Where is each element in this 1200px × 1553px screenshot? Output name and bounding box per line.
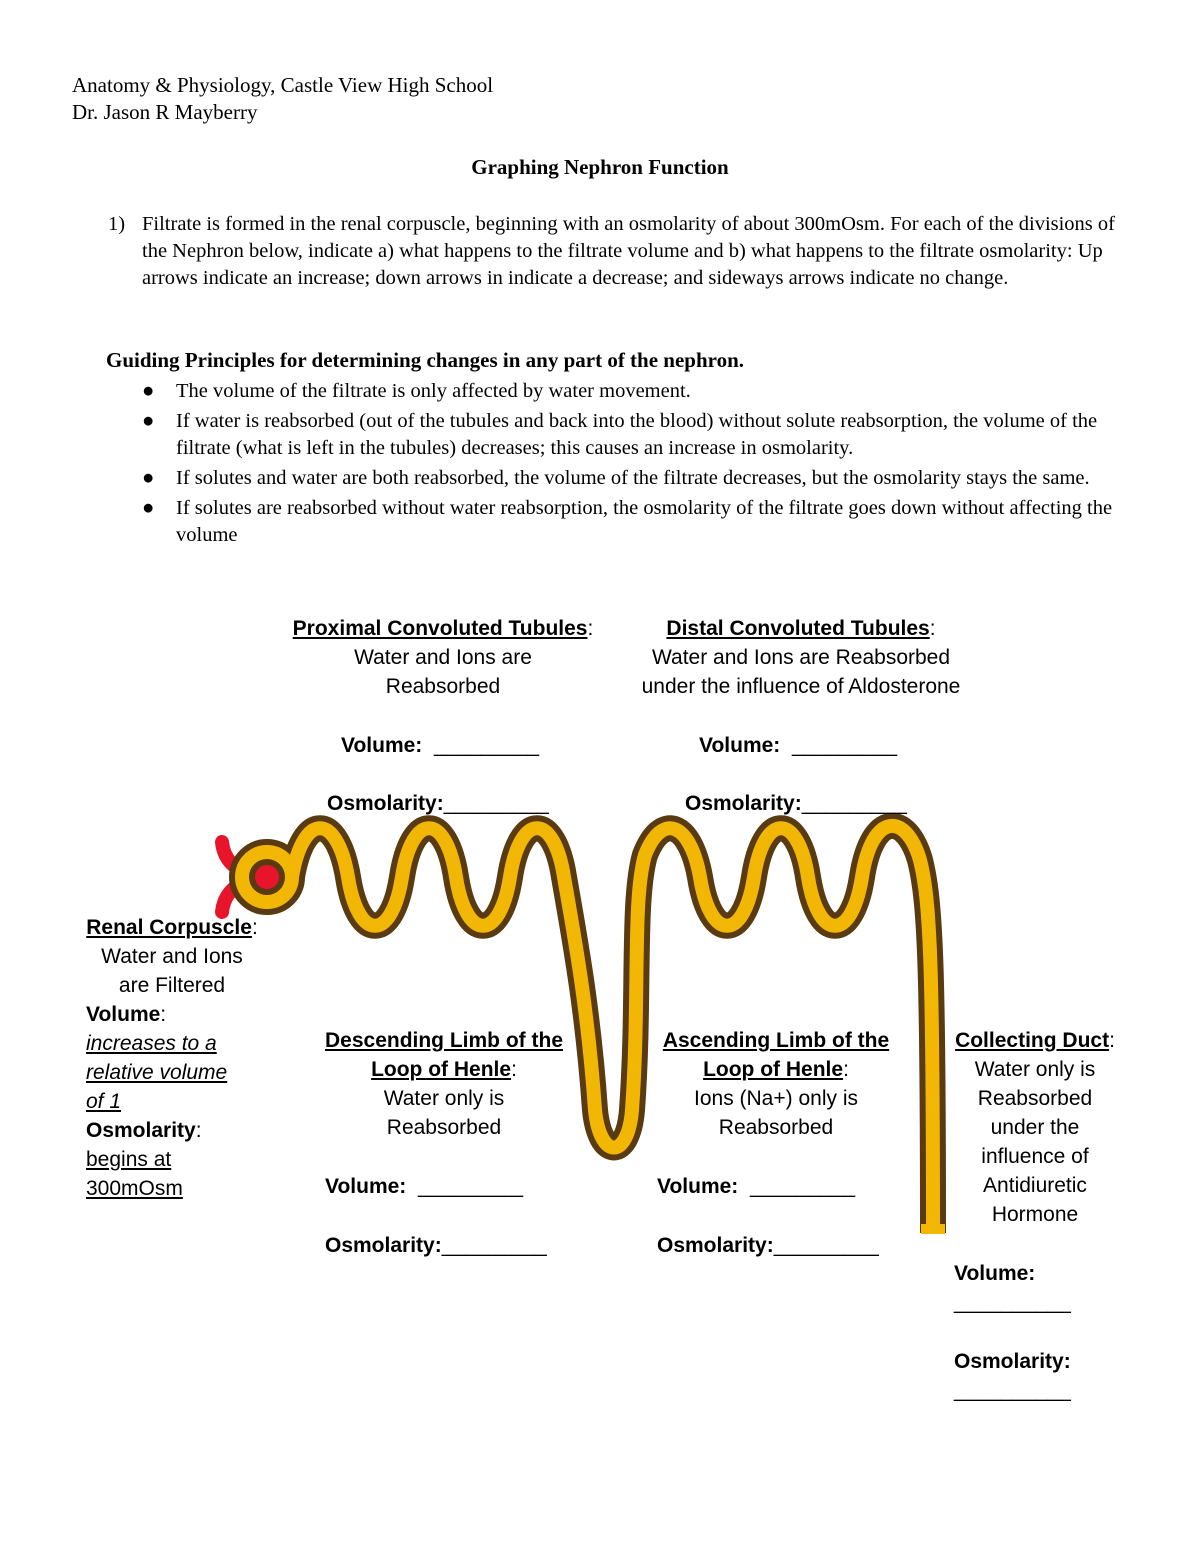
pct-box: Proximal Convoluted Tubules: Water and Ions are Reabsorbed [268, 614, 618, 701]
page-title: Graphing Nephron Function [471, 155, 729, 179]
dct-title: Distal Convoluted Tubules [666, 617, 930, 640]
volume-label: Volume [86, 1003, 161, 1026]
bullet-icon: ● [142, 410, 155, 432]
osmolarity-label: Osmolarity: [327, 792, 444, 815]
dct-osmolarity [685, 789, 907, 818]
osmolarity-label: Osmolarity [86, 1119, 196, 1142]
collecting-line-6: Hormone [991, 1203, 1079, 1226]
renal-volume-answer-2: relative volume [86, 1061, 228, 1084]
osmolarity-label: Osmolarity: [657, 1234, 774, 1257]
answer-blank[interactable]: _________ [441, 1234, 547, 1257]
answer-blank[interactable]: __________ [954, 1379, 1071, 1402]
question-text: Filtrate is formed in the renal corpuscle, beginning with an osmolarity of about 300mOsm. For each of the divisions of the Nephron below, indicate a) what happens to the filtrate volume and b) what happens to the filtrate osmolarity: Up arrows indicate an increase; down arrows in indicate a decrease; and sideways arrows indicate no change. [142, 213, 1115, 289]
descending-limb-box: Descending Limb of the Loop of Henle: Water only is Reabsorbed [320, 1026, 568, 1142]
collecting-line-3: under the [990, 1116, 1080, 1139]
osmolarity-label: Osmolarity: [325, 1234, 442, 1257]
ascending-title-2: Loop of Henle [703, 1058, 844, 1081]
descending-title-1: Descending Limb of the [324, 1029, 563, 1052]
volume-label: Volume: [325, 1175, 407, 1198]
bullet-icon: ● [142, 467, 155, 489]
answer-blank[interactable]: _________ [433, 734, 540, 757]
pct-line-2: Reabsorbed [385, 675, 501, 698]
pct-osmolarity [327, 789, 549, 818]
descending-line-1: Water only is [383, 1087, 505, 1110]
collecting-line-2: Reabsorbed [977, 1087, 1093, 1110]
answer-blank[interactable]: _________ [791, 734, 898, 757]
collecting-duct-box: Collecting Duct: Water only is Reabsorbed under the influence of Antidiuretic Hormone [950, 1026, 1120, 1229]
dct-volume [699, 731, 897, 760]
pct-line-1: Water and Ions are [354, 646, 532, 669]
ascending-osmolarity [657, 1231, 879, 1260]
collecting-line-4: influence of [981, 1145, 1089, 1168]
answer-blank[interactable]: _________ [801, 792, 907, 815]
bullet-icon: ● [142, 380, 155, 402]
volume-label: Volume: [699, 734, 781, 757]
pct-volume [341, 731, 539, 760]
renal-volume-answer-3: of 1 [86, 1090, 122, 1113]
renal-title: Renal Corpuscle [86, 916, 252, 939]
renal-line-1: Water and Ions [101, 945, 243, 968]
dct-line-1: Water and Ions are Reabsorbed [651, 646, 951, 669]
bullet-icon: ● [142, 497, 155, 519]
collecting-line-1: Water only is [974, 1058, 1096, 1081]
answer-blank[interactable]: __________ [954, 1291, 1071, 1314]
collecting-line-5: Antidiuretic [983, 1174, 1087, 1197]
descending-volume [325, 1172, 523, 1201]
principle-text: The volume of the filtrate is only affected by water movement. [176, 380, 691, 402]
renal-osm-answer-1: begins at [86, 1148, 172, 1171]
answer-blank[interactable]: _________ [417, 1175, 524, 1198]
descending-title-2: Loop of Henle [371, 1058, 512, 1081]
pct-title: Proximal Convoluted Tubules [292, 617, 588, 640]
teacher-line: Dr. Jason R Mayberry [72, 100, 258, 124]
volume-label: Volume: [954, 1262, 1036, 1285]
guiding-principles-heading: Guiding Principles for determining changes in any part of the nephron. [106, 348, 745, 372]
renal-corpuscle-box: Renal Corpuscle: Water and Ions are Filtered Volume: increases to a relative volume of 1 Osmolarity: begins at 300mOsm [86, 913, 258, 1203]
collecting-duct-end [921, 1224, 945, 1234]
collecting-osmolarity [954, 1347, 1071, 1405]
principle-text: If solutes are reabsorbed without water reabsorption, the osmolarity of the filtrate goes down without affecting the volume [176, 497, 1113, 546]
dct-line-2: under the influence of Aldosterone [641, 675, 961, 698]
volume-label: Volume: [657, 1175, 739, 1198]
volume-label: Volume: [341, 734, 423, 757]
renal-osm-answer-2: 300mOsm [86, 1177, 183, 1200]
collecting-volume [954, 1259, 1071, 1317]
answer-blank[interactable]: _________ [443, 792, 549, 815]
principle-text: If solutes and water are both reabsorbed, the volume of the filtrate decreases, but the osmolarity stays the same. [176, 467, 1090, 489]
question-number: 1) [108, 213, 126, 235]
osmolarity-label: Osmolarity: [954, 1350, 1071, 1373]
renal-line-2: are Filtered [118, 974, 226, 997]
descending-line-2: Reabsorbed [386, 1116, 502, 1139]
collecting-title: Collecting Duct [955, 1029, 1110, 1052]
descending-osmolarity [325, 1231, 547, 1260]
ascending-title-1: Ascending Limb of the [662, 1029, 890, 1052]
ascending-volume [657, 1172, 855, 1201]
answer-blank[interactable]: _________ [773, 1234, 879, 1257]
ascending-line-2: Reabsorbed [718, 1116, 834, 1139]
dct-box: Distal Convoluted Tubules: Water and Ions are Reabsorbed under the influence of Aldosterone [601, 614, 1001, 701]
ascending-limb-box: Ascending Limb of the Loop of Henle: Ions (Na+) only is Reabsorbed [655, 1026, 897, 1142]
ascending-line-1: Ions (Na+) only is [694, 1087, 858, 1110]
principle-text: If water is reabsorbed (out of the tubules and back into the blood) without solute reabsorption, the volume of the filtrate (what is left in the tubules) decreases; this causes an increase in osmolarity. [176, 410, 1098, 459]
answer-blank[interactable]: _________ [749, 1175, 856, 1198]
osmolarity-label: Osmolarity: [685, 792, 802, 815]
renal-volume-answer-1: increases to a [86, 1032, 217, 1055]
course-line: Anatomy & Physiology, Castle View High School [72, 73, 494, 97]
